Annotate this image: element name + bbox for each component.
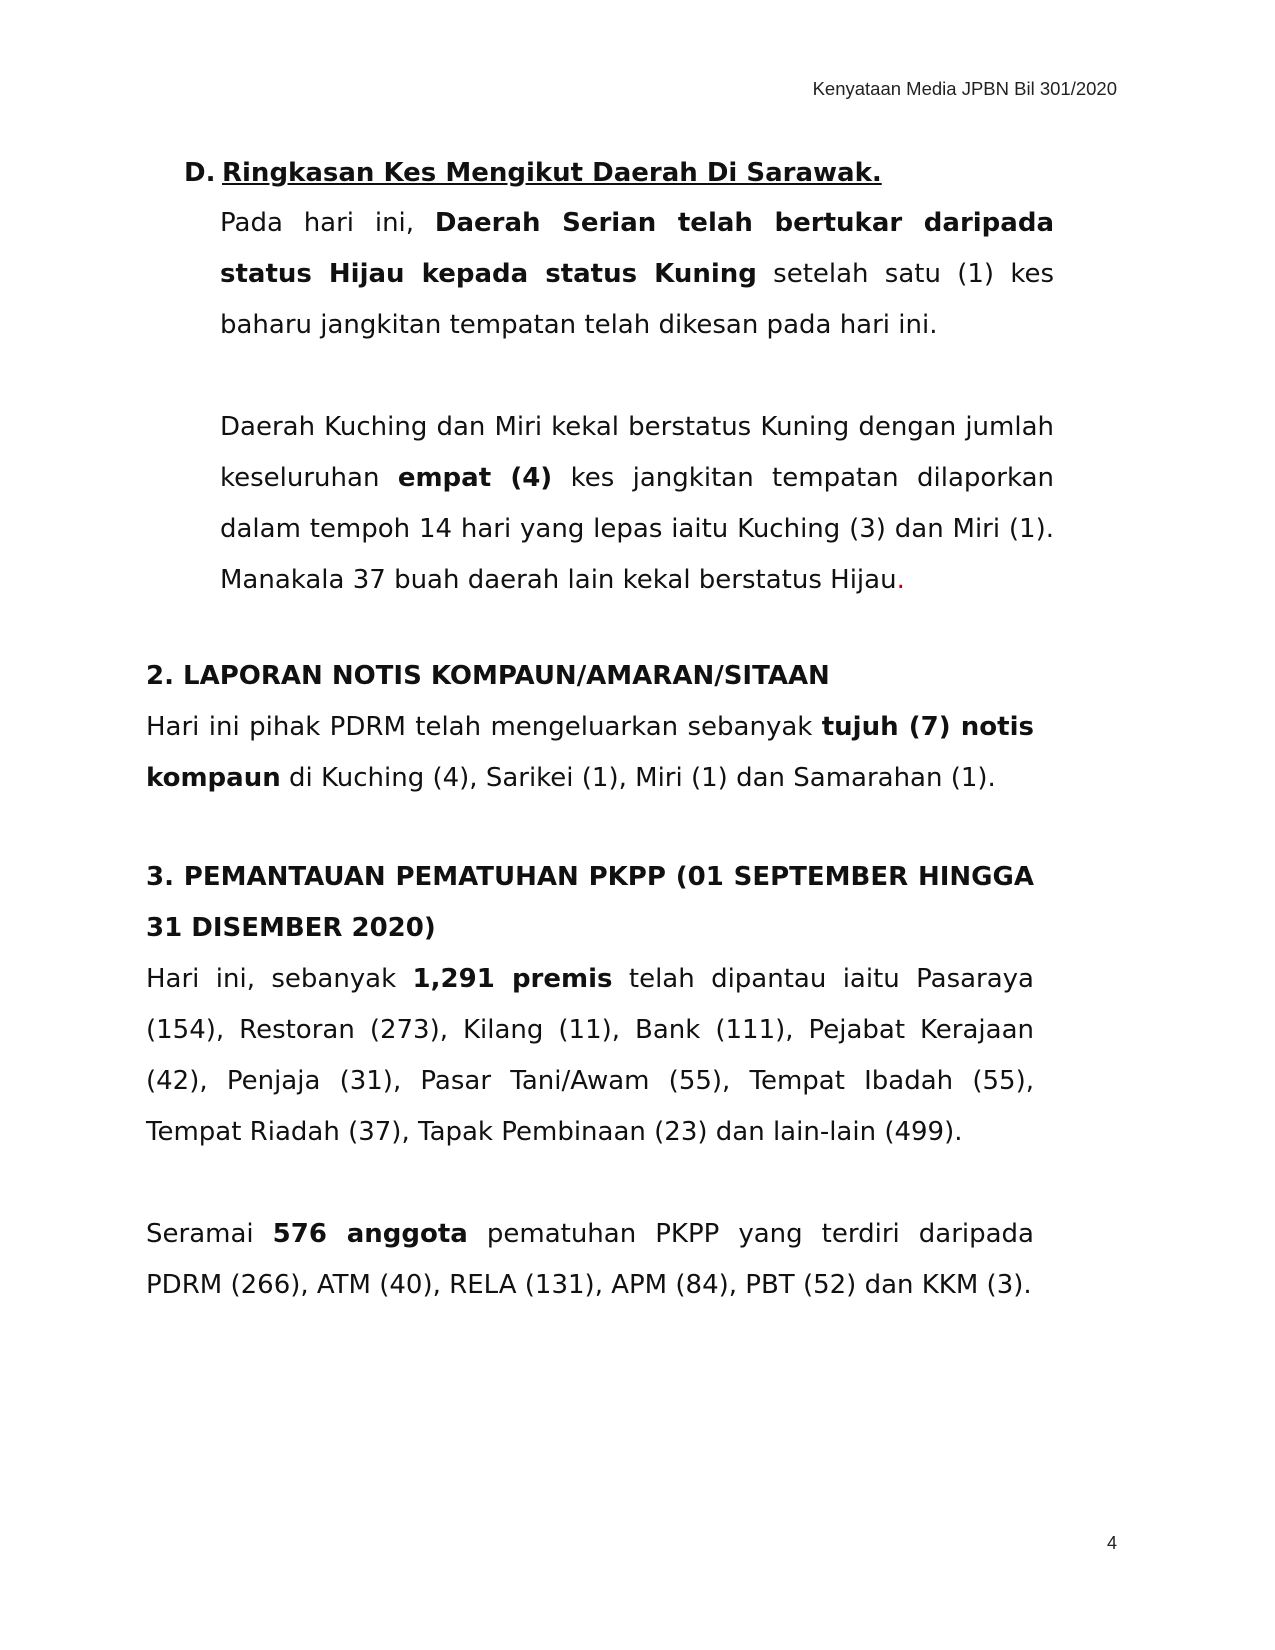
section-d-heading bbox=[184, 148, 882, 199]
section-d-body bbox=[220, 198, 1054, 606]
text-run: setelah satu (1) kes baharu jangkitan tempatan telah dikesan pada hari ini. bbox=[220, 259, 1054, 340]
text-run: Hari ini pihak PDRM telah mengeluarkan sebanyak bbox=[146, 712, 822, 742]
section-3-paragraph-2 bbox=[146, 1209, 1034, 1311]
text-run: Pada hari ini, bbox=[220, 208, 435, 238]
text-run: di Kuching (4), Sarikei (1), Miri (1) dan Samarahan (1). bbox=[280, 763, 996, 793]
bold-run: 1,291 premis bbox=[412, 964, 613, 994]
section-d-title: Ringkasan Kes Mengikut Daerah Di Sarawak. bbox=[222, 158, 882, 188]
bold-run: empat (4) bbox=[397, 463, 553, 493]
section-d-label: D. bbox=[184, 158, 216, 188]
text-run: telah dipantau iaitu Pasaraya (154), Restoran (273), Kilang (11), Bank (111), Pejabat Kerajaan (42), Penjaja (31), Pasar Tani/Awam (55), Tempat Ibadah (55), Tempat Riadah (37), Tapak Pembinaan (23) dan lain-lain (499). bbox=[146, 964, 1034, 1147]
bold-run: tujuh (7) notis kompaun bbox=[146, 712, 1034, 793]
text-run: kes jangkitan tempatan dilaporkan dalam tempoh 14 hari yang lepas iaitu Kuching (3) dan Miri (1). Manakala 37 buah daerah lain kekal berstatus Hijau bbox=[220, 463, 1055, 595]
section-2-heading: 2. LAPORAN NOTIS KOMPAUN/AMARAN/SITAAN bbox=[146, 661, 830, 691]
document-header: Kenyataan Media JPBN Bil 301/2020 bbox=[812, 78, 1117, 99]
section-3-paragraph-1 bbox=[146, 954, 1034, 1158]
text-run: Seramai bbox=[146, 1219, 273, 1249]
text-run: pematuhan PKPP yang terdiri daripada PDRM (266), ATM (40), RELA (131), APM (84), PBT (52) dan KKM (3). bbox=[146, 1219, 1034, 1300]
section-3 bbox=[146, 852, 1034, 1311]
bold-run: 576 anggota bbox=[272, 1219, 468, 1249]
section-2 bbox=[146, 651, 1034, 804]
section-d-paragraph-1 bbox=[220, 198, 1054, 351]
bold-run: Daerah Serian telah bertukar daripada status Hijau kepada status Kuning bbox=[220, 208, 1054, 289]
section-2-paragraph bbox=[146, 702, 1034, 804]
section-d-paragraph-2 bbox=[220, 402, 1054, 606]
text-run: Daerah Kuching dan Miri kekal berstatus Kuning dengan jumlah keseluruhan bbox=[220, 412, 1054, 493]
section-3-heading: 3. PEMANTAUAN PEMATUHAN PKPP (01 SEPTEMBER HINGGA 31 DISEMBER 2020) bbox=[146, 862, 1034, 943]
red-period: . bbox=[896, 565, 905, 595]
text-run: Hari ini, sebanyak bbox=[146, 964, 413, 994]
page-number: 4 bbox=[1106, 1533, 1117, 1553]
